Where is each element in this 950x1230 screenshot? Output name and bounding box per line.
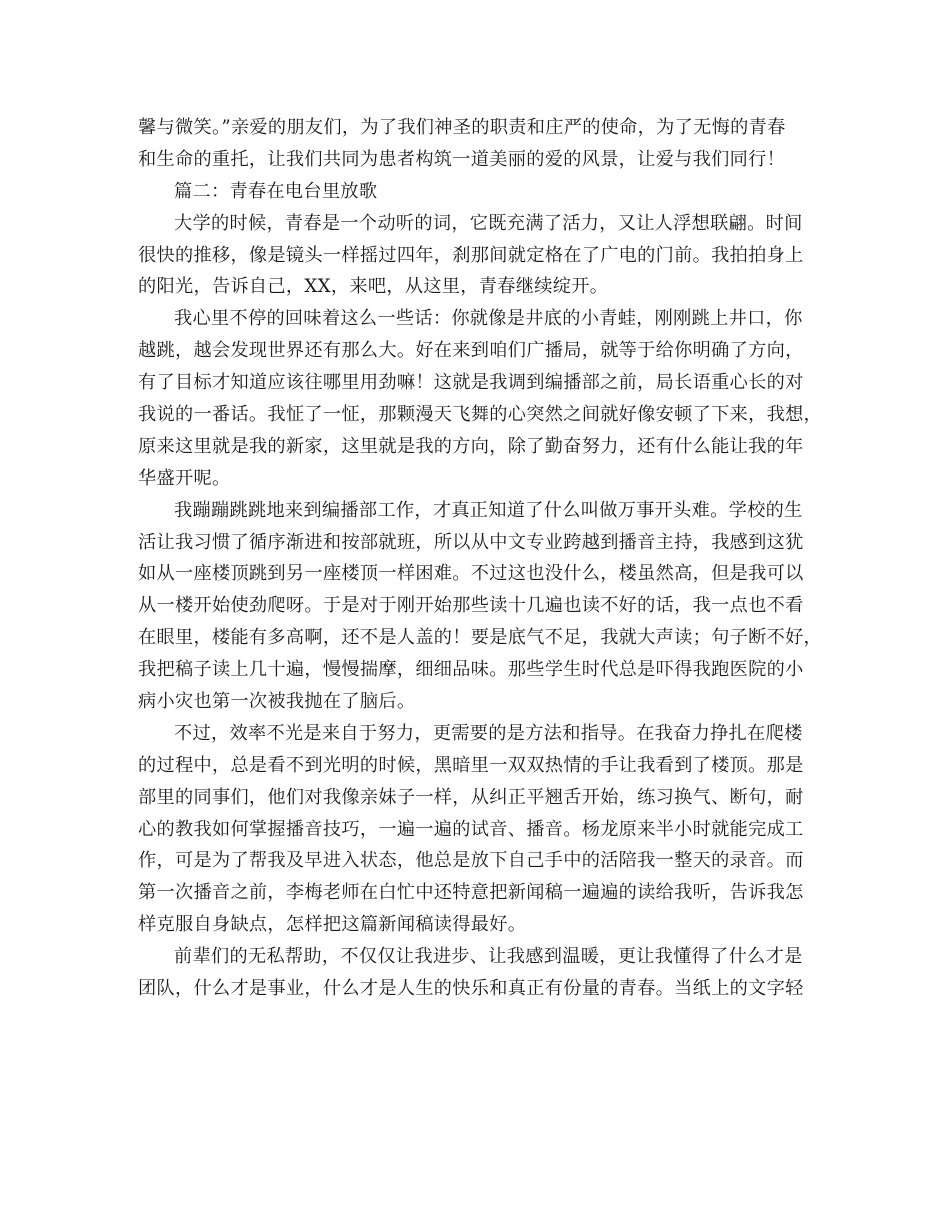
text-line: 华盛开呢。 — [138, 467, 231, 489]
text-line: 有了目标才知道应该往哪里用劲嘛！这就是我调到编播部之前，局长语重心长的对 — [138, 372, 804, 394]
document-body — [138, 112, 823, 1005]
text-line: 第一次播音之前，李梅老师在白忙中还特意把新闻稿一遍遍的读给我听，告诉我怎 — [138, 882, 804, 904]
text-line: 越跳，越会发现世界还有那么大。好在来到咱们广播局，就等于给你明确了方向， — [138, 340, 804, 362]
text-line: 如从一座楼顶跳到另一座楼顶一样困难。不过这也没什么，楼虽然高，但是我可以 — [138, 563, 804, 585]
text-line: 作，可是为了帮我及早进入状态，他总是放下自己手中的活陪我一整天的录音。而 — [138, 850, 804, 872]
text-line: 活让我习惯了循序渐进和按部就班，所以从中文专业跨越到播音主持，我感到这犹 — [138, 531, 804, 553]
text-line: 篇二：青春在电台里放歌 — [174, 180, 378, 202]
text-line: 样克服自身缺点，怎样把这篇新闻稿读得最好。 — [138, 914, 527, 936]
text-line: 原来这里就是我的新家，这里就是我的方向，除了勤奋努力，还有什么能让我的年 — [138, 435, 804, 457]
text-line: 不过，效率不光是来自于努力，更需要的是方法和指导。在我奋力挣扎在爬楼 — [174, 722, 803, 744]
text-line: 从一楼开始使劲爬呀。于是对于刚开始那些读十几遍也读不好的话，我一点也不看 — [138, 595, 804, 617]
text-line: 我说的一番话。我怔了一怔，那颗漫天飞舞的心突然之间就好像安顿了下来，我想， — [138, 404, 823, 426]
text-line: 我蹦蹦跳跳地来到编播部工作，才真正知道了什么叫做万事开头难。学校的生 — [174, 499, 803, 521]
text-line: 前辈们的无私帮助，不仅仅让我进步、让我感到温暖，更让我懂得了什么才是 — [174, 946, 803, 968]
text-line: 部里的同事们，他们对我像亲妹子一样，从纠正平翘舌开始，练习换气、断句，耐 — [138, 786, 804, 808]
text-line: 心的教我如何掌握播音技巧，一遍一遍的试音、播音。杨龙原来半小时就能完成工 — [138, 818, 804, 840]
text-line: 我把稿子读上几十遍，慢慢揣摩，细细品味。那些学生时代总是吓得我跑医院的小 — [138, 659, 804, 681]
text-line: 大学的时候，青春是一个动听的词，它既充满了活力，又让人浮想联翩。时间 — [174, 212, 803, 234]
text-line: 的过程中，总是看不到光明的时候，黑暗里一双双热情的手让我看到了楼顶。那是 — [138, 754, 804, 776]
text-line: 馨与微笑。”亲爱的朋友们，为了我们神圣的职责和庄严的使命，为了无悔的青春 — [138, 117, 786, 138]
text-line: 我心里不停的回味着这么一些话：你就像是井底的小青蛙，刚刚跳上井口，你 — [174, 308, 803, 330]
text-line: 很快的推移，像是镜头一样摇过四年，刹那间就定格在了广电的门前。我拍拍身上 — [138, 244, 804, 266]
text-line: 团队，什么才是事业，什么才是人生的快乐和真正有份量的青春。当纸上的文字轻 — [138, 978, 804, 1000]
text-line: 的阳光，告诉自己，XX，来吧，从这里，青春继续绽开。 — [138, 276, 609, 298]
text-line: 和生命的重托，让我们共同为患者构筑一道美丽的爱的风景，让爱与我们同行！ — [138, 148, 786, 170]
text-line: 病小灾也第一次被我抛在了脑后。 — [138, 691, 416, 713]
text-line: 在眼里，楼能有多高啊，还不是人盖的！要是底气不足，我就大声读；句子断不好， — [138, 627, 823, 649]
